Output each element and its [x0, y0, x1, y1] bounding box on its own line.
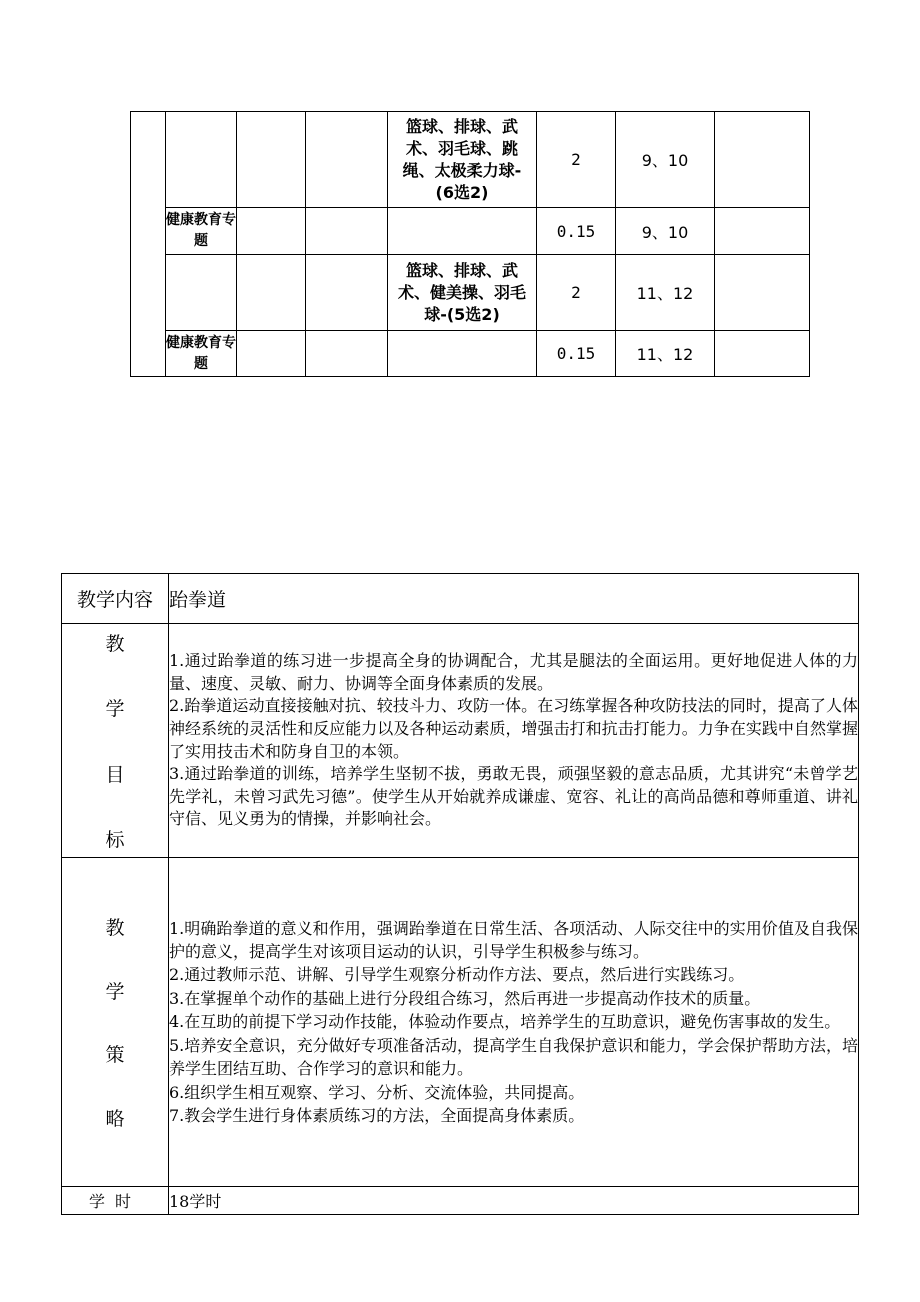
strategy-item: 2.通过教师示范、讲解、引导学生观察分析动作方法、要点，然后进行实践练习。 [169, 965, 745, 985]
topic-cell [166, 112, 237, 208]
strategy-item: 6.组织学生相互观察、学习、分析、交流体验，共同提高。 [169, 1082, 585, 1102]
weeks-cell: 11、12 [616, 255, 715, 331]
table-row [131, 255, 810, 331]
table-cell [715, 208, 810, 255]
table-cell [306, 112, 388, 208]
table-cell [237, 331, 306, 377]
topic-cell: 健康教育专题 [166, 208, 237, 255]
goal-item: 3.通过跆拳道的训练，培养学生坚韧不拔，勇敢无畏，顽强坚毅的意志品质，尤其讲究“未曾学艺先学礼，未曾习武先习德”。使学生从开始就养成谦虚、宽容、礼让的高尚品德和尊师重道、讲礼守信、见义勇为的情操，并影响社会。 [169, 764, 858, 829]
hours-cell: 0.15 [537, 331, 616, 377]
strategy-item: 5.培养安全意识，充分做好专项准备活动，提高学生自我保护意识和能力，学会保护帮助方法，培养学生团结互助、合作学习的意识和能力。 [169, 1035, 858, 1079]
sports-cell: 篮球、排球、武术、健美操、羽毛球-(5选2) [388, 255, 537, 331]
sports-cell [388, 331, 537, 377]
weeks-cell: 11、12 [616, 331, 715, 377]
hours-value: 18学时 [169, 1187, 859, 1215]
table-cell [715, 331, 810, 377]
strategy-item: 4.在互助的前提下学习动作技能，体验动作要点，培养学生的互助意识，避免伤害事故的发生。 [169, 1012, 841, 1032]
strategy-item: 7.教会学生进行身体素质练习的方法，全面提高身体素质。 [169, 1105, 585, 1125]
table-cell [237, 255, 306, 331]
hours-cell: 2 [537, 112, 616, 208]
table-row [131, 112, 810, 208]
hours-label: 学时 [62, 1187, 169, 1215]
weeks-cell: 9、10 [616, 112, 715, 208]
table-cell [306, 255, 388, 331]
schedule-table [130, 111, 810, 377]
topic-cell: 健康教育专题 [166, 331, 237, 377]
weeks-cell: 9、10 [616, 208, 715, 255]
strategy-item: 1.明确跆拳道的意义和作用，强调跆拳道在日常生活、各项活动、人际交往中的实用价值及自我保护的意义，提高学生对该项目运动的认识，引导学生积极参与练习。 [169, 918, 858, 962]
sports-cell: 篮球、排球、武术、羽毛球、跳绳、太极柔力球-(6选2) [388, 112, 537, 208]
hours-row [62, 1187, 859, 1215]
table-cell [715, 255, 810, 331]
strategy-item: 3.在掌握单个动作的基础上进行分段组合练习，然后再进一步提高动作技术的质量。 [169, 988, 761, 1008]
strategy-text [169, 858, 859, 1187]
table-cell [237, 208, 306, 255]
goals-label: 教 学 目 标 [62, 624, 169, 858]
hours-cell: 0.15 [537, 208, 616, 255]
table-cell [715, 112, 810, 208]
content-label: 教学内容 [62, 574, 169, 624]
goal-item: 1.通过跆拳道的练习进一步提高全身的协调配合，尤其是腿法的全面运用。更好地促进人体的力量、速度、灵敏、耐力、协调等全面身体素质的发展。 [169, 651, 858, 693]
table-cell [306, 331, 388, 377]
table-cell [306, 208, 388, 255]
content-row [62, 574, 859, 624]
goals-row [62, 624, 859, 858]
strategy-label: 教 学 策 略 [62, 858, 169, 1187]
content-value: 跆拳道 [169, 574, 859, 624]
topic-cell [166, 255, 237, 331]
table-cell [131, 112, 166, 377]
table-cell [237, 112, 306, 208]
strategy-row [62, 858, 859, 1187]
table-row [131, 208, 810, 255]
table-row [131, 331, 810, 377]
goals-text [169, 624, 859, 858]
course-table [61, 573, 859, 1215]
goal-item: 2.跆拳道运动直接接触对抗、较技斗力、攻防一体。在习练掌握各种攻防技法的同时，提高了人体神经系统的灵活性和反应能力以及各种运动素质，增强击打和抗击打能力。力争在实践中自然掌握了实用技击术和防身自卫的本领。 [169, 696, 858, 761]
hours-cell: 2 [537, 255, 616, 331]
sports-cell [388, 208, 537, 255]
